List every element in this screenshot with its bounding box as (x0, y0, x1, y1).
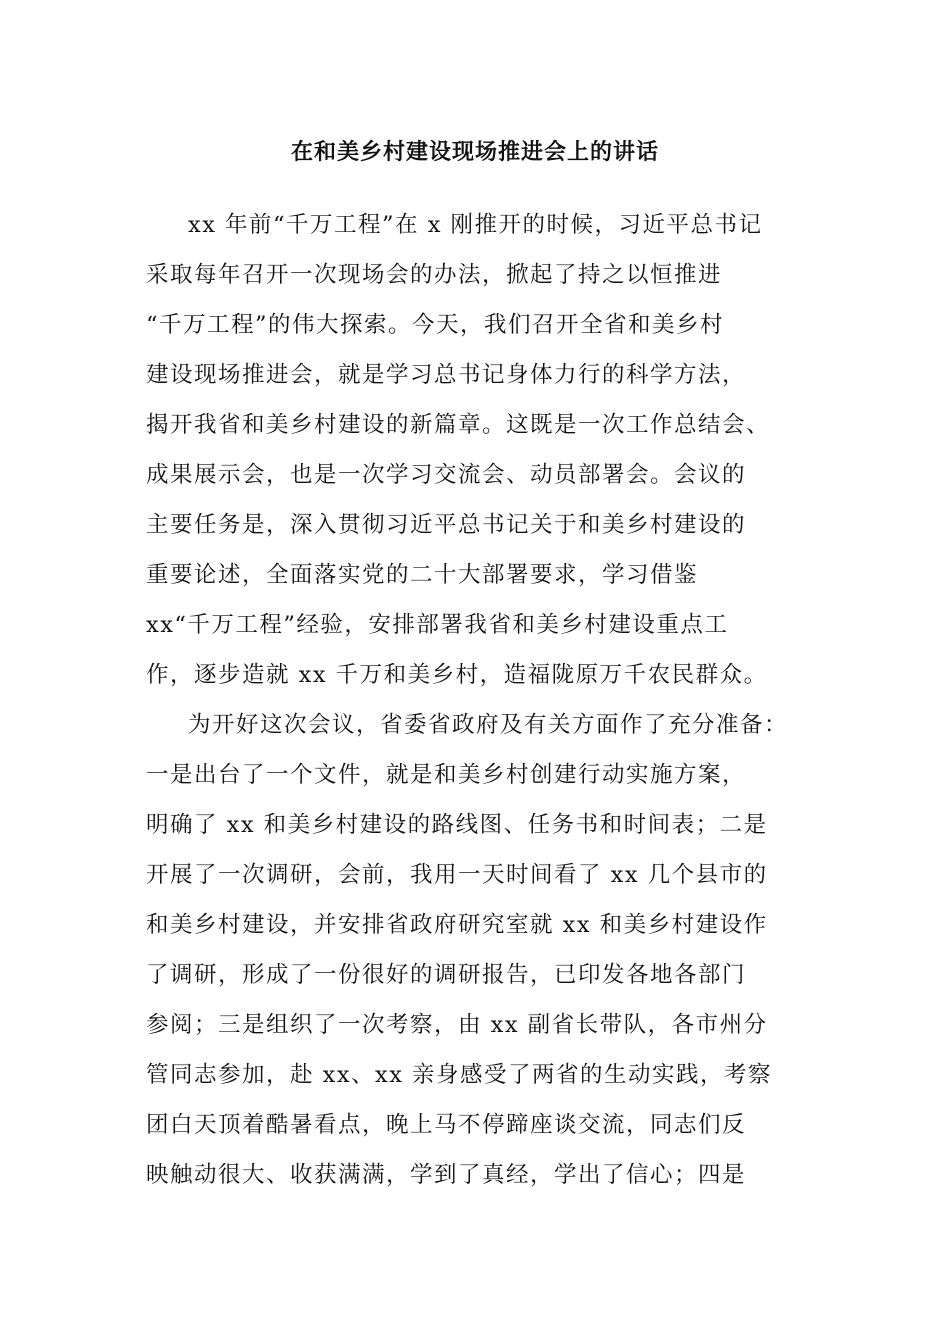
text-line: 为开好这次会议，省委省政府及有关方面作了充分准备： (188, 712, 789, 738)
text-line: 一是出台了一个文件，就是和美乡村创建行动实施方案， (146, 762, 747, 788)
text-line: 重要论述，全面落实党的二十大部署要求，学习借鉴 (146, 562, 699, 588)
text-line: xx 年前“千万工程”在 x 刚推开的时候，习近平总书记 (188, 212, 763, 238)
text-line: 主要任务是，深入贯彻习近平总书记关于和美乡村建设的 (146, 512, 747, 538)
text-line: 建设现场推进会，就是学习总书记身体力行的科学方法， (146, 362, 747, 388)
text-line: 和美乡村建设，并安排省政府研究室就 xx 和美乡村建设作 (146, 912, 768, 938)
text-line: “千万工程”的伟大探索。今天，我们召开全省和美乡村 (146, 312, 725, 338)
text-line: 明确了 xx 和美乡村建设的路线图、任务书和时间表；二是 (146, 812, 768, 838)
text-line: 揭开我省和美乡村建设的新篇章。这既是一次工作总结会、 (146, 412, 771, 438)
text-line: 成果展示会，也是一次学习交流会、动员部署会。会议的 (146, 462, 747, 488)
text-line: 参阅；三是组织了一次考察，由 xx 副省长带队，各市州分 (146, 1012, 768, 1038)
text-line: 作，逐步造就 xx 千万和美乡村，造福陇原万千农民群众。 (146, 662, 768, 688)
text-line: 管同志参加，赴 xx、xx 亲身感受了两省的生动实践，考察 (146, 1062, 773, 1088)
text-line: 团白天顶着酷暑看点，晚上马不停蹄座谈交流，同志们反 (146, 1112, 747, 1138)
document-title: 在和美乡村建设现场推进会上的讲话 (290, 139, 659, 165)
text-line: 采取每年召开一次现场会的办法，掀起了持之以恒推进 (146, 262, 723, 288)
text-line: 了调研，形成了一份很好的调研报告，已印发各地各部门 (146, 962, 747, 988)
text-line: xx“千万工程”经验，安排部署我省和美乡村建设重点工 (146, 612, 729, 638)
text-line: 映触动很大、收获满满，学到了真经，学出了信心；四是 (146, 1162, 747, 1188)
text-line: 开展了一次调研，会前，我用一天时间看了 xx 几个县市的 (146, 862, 768, 888)
